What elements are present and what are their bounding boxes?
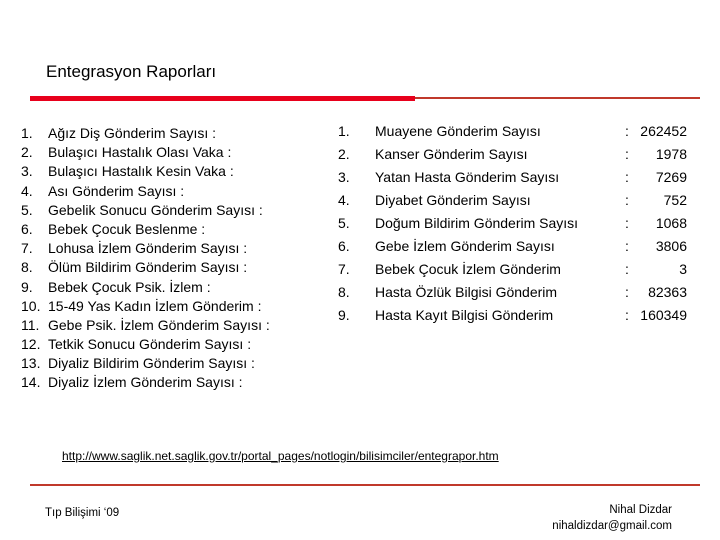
- value-row: : 1068: [625, 215, 687, 231]
- list-item: 4. Diyabet Gönderim Sayısı: [338, 192, 531, 208]
- value-row: : 7269: [625, 169, 687, 185]
- value-row: : 1978: [625, 146, 687, 162]
- list-item: 8. Hasta Özlük Bilgisi Gönderim: [338, 284, 558, 300]
- left-report-list: [21, 124, 270, 393]
- value-row: : 752: [625, 192, 687, 208]
- value-row: : 160349: [625, 307, 687, 323]
- list-item: 13. Diyaliz Bildirim Gönderim Sayısı :: [21, 355, 255, 372]
- list-item: 10. 15-49 Yas Kadın İzlem Gönderim :: [21, 297, 262, 314]
- list-item: 11. Gebe Psik. İzlem Gönderim Sayısı :: [21, 316, 270, 333]
- header-accent-bar: [30, 96, 415, 101]
- list-item: 4. Ası Gönderim Sayısı :: [21, 182, 185, 199]
- value-row: : 262452: [625, 123, 687, 139]
- list-item: 6. Gebe İzlem Gönderim Sayısı: [338, 238, 555, 254]
- list-item: 14. Diyaliz İzlem Gönderim Sayısı :: [21, 374, 243, 391]
- page-title: Entegrasyon Raporları: [46, 62, 217, 81]
- report-source-link[interactable]: http://www.saglik.net.saglik.gov.tr/portal_pages/notlogin/bilisimciler/entegrapor.htm: [62, 449, 499, 463]
- list-item: 1. Ağız Diş Gönderim Sayısı :: [21, 125, 217, 141]
- list-item: 5. Doğum Bildirim Gönderim Sayısı: [338, 215, 579, 231]
- list-item: 6. Bebek Çocuk Beslenme :: [21, 220, 206, 237]
- list-item: 1. Muayene Gönderim Sayısı: [338, 123, 541, 139]
- list-item: 2. Kanser Gönderim Sayısı: [338, 146, 528, 162]
- list-item: 12. Tetkik Sonucu Gönderim Sayısı :: [21, 336, 252, 353]
- list-item: 9. Bebek Çocuk Psik. İzlem :: [21, 278, 211, 295]
- value-row: : 82363: [625, 284, 687, 300]
- list-item: 9. Hasta Kayıt Bilgisi Gönderim: [338, 307, 554, 323]
- right-report-list: [338, 120, 578, 327]
- list-item: 7. Lohusa İzlem Gönderim Sayısı :: [21, 240, 248, 257]
- list-item: 7. Bebek Çocuk İzlem Gönderim: [338, 261, 561, 277]
- report-values: [625, 120, 687, 327]
- value-row: : 3806: [625, 238, 687, 254]
- list-item: 5. Gebelik Sonucu Gönderim Sayısı :: [21, 201, 263, 218]
- list-item: 8. Ölüm Bildirim Gönderim Sayısı :: [21, 259, 248, 276]
- list-item: 3. Yatan Hasta Gönderim Sayısı: [338, 169, 560, 185]
- list-item: 3. Bulaşıcı Hastalık Kesin Vaka :: [21, 163, 234, 180]
- value-row: : 3: [625, 261, 687, 277]
- footer-event: Tıp Bilişimi ‘09: [45, 507, 120, 519]
- list-item: 2. Bulaşıcı Hastalık Olası Vaka :: [21, 144, 232, 161]
- author-name: Nihal Dizdar: [609, 504, 672, 516]
- author-email: nihaldizdar@gmail.com: [552, 520, 672, 532]
- footer-divider: [30, 484, 700, 486]
- footer-author: [552, 502, 672, 534]
